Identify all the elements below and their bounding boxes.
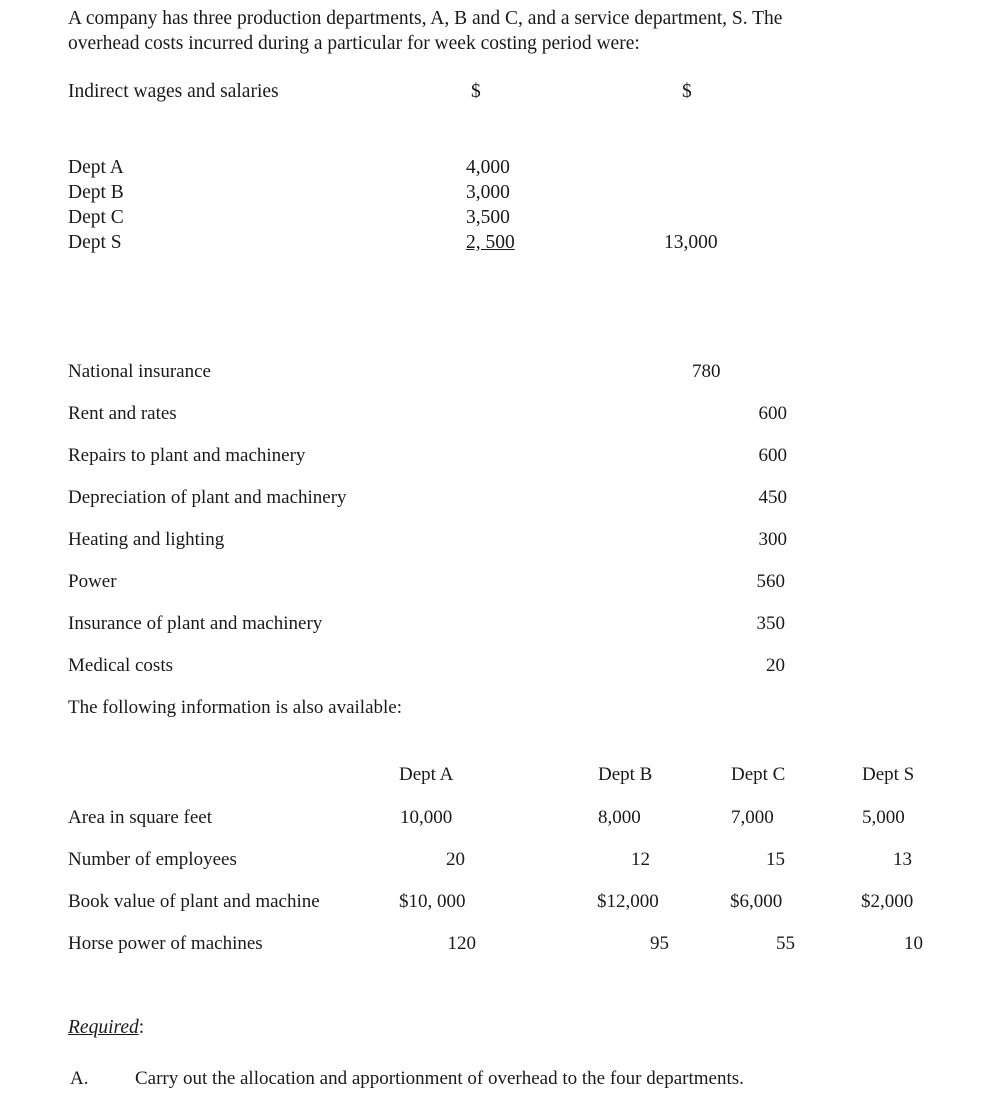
info-cell: 120 — [447, 933, 476, 954]
cost-label: Repairs to plant and machinery — [68, 445, 306, 466]
info-cell: 10,000 — [400, 807, 453, 828]
info-cell: 8,000 — [598, 807, 641, 828]
info-cell: 10 — [904, 933, 923, 954]
info-cell: 12 — [631, 849, 650, 870]
info-cell: 55 — [776, 933, 795, 954]
currency-col2: $ — [682, 81, 692, 102]
cost-label: Rent and rates — [68, 403, 177, 424]
wages-dept-name: Dept A — [68, 157, 124, 178]
national-insurance-label: National insurance — [68, 361, 211, 382]
cost-value: 600 — [758, 445, 787, 466]
cost-label: Heating and lighting — [68, 529, 225, 550]
info-row-label: Book value of plant and machine — [68, 891, 320, 912]
info-column-header: Dept S — [862, 764, 915, 785]
info-row-label: Number of employees — [68, 849, 237, 870]
required-heading-colon: : — [138, 1017, 145, 1038]
info-cell: 95 — [650, 933, 669, 954]
info-row-label: Area in square feet — [68, 807, 213, 828]
info-cell: $6,000 — [730, 891, 783, 912]
intro-line-2: overhead costs incurred during a particular for week costing period were: — [68, 33, 640, 54]
cost-value: 350 — [756, 613, 785, 634]
info-cell: 5,000 — [862, 807, 905, 828]
info-cell: 20 — [446, 849, 465, 870]
info-column-header: Dept C — [731, 764, 786, 785]
wages-dept-name: Dept S — [68, 232, 122, 253]
cost-value: 300 — [758, 529, 787, 550]
info-cell: $10, 000 — [399, 891, 466, 912]
info-cell: 15 — [766, 849, 785, 870]
wages-dept-name: Dept B — [68, 182, 124, 203]
cost-label: Power — [68, 571, 117, 592]
required-heading-text: Required — [68, 1017, 139, 1038]
intro-line-1: A company has three production departments, A, B and C, and a service department, S. The — [68, 8, 783, 29]
wages-dept-name: Dept C — [68, 207, 124, 228]
cost-label: Insurance of plant and machinery — [68, 613, 323, 634]
info-cell: $12,000 — [597, 891, 659, 912]
info-column-header: Dept A — [399, 764, 454, 785]
info-heading: The following information is also available: — [68, 697, 403, 718]
national-insurance-value: 780 — [692, 361, 721, 382]
wages-label: Indirect wages and salaries — [68, 81, 279, 102]
cost-label: Medical costs — [68, 655, 174, 676]
cost-value: 20 — [766, 655, 785, 676]
wages-total: 13,000 — [664, 232, 718, 253]
wages-dept-amount: 2, 500 — [466, 232, 515, 253]
required-item-text: Carry out the allocation and apportionment of overhead to the four departments. — [135, 1068, 744, 1089]
wages-dept-amount: 3,500 — [466, 207, 510, 228]
info-cell: $2,000 — [861, 891, 914, 912]
cost-value: 450 — [758, 487, 787, 508]
info-cell: 13 — [893, 849, 912, 870]
cost-value: 560 — [756, 571, 785, 592]
info-column-header: Dept B — [598, 764, 653, 785]
wages-dept-amount: 3,000 — [466, 182, 510, 203]
cost-value: 600 — [758, 403, 787, 424]
cost-label: Depreciation of plant and machinery — [68, 487, 347, 508]
info-row-label: Horse power of machines — [68, 933, 263, 954]
required-heading — [68, 1017, 144, 1039]
required-item-marker: A. — [70, 1068, 89, 1089]
info-cell: 7,000 — [731, 807, 774, 828]
wages-dept-amount: 4,000 — [466, 157, 510, 178]
currency-col1: $ — [471, 81, 481, 102]
